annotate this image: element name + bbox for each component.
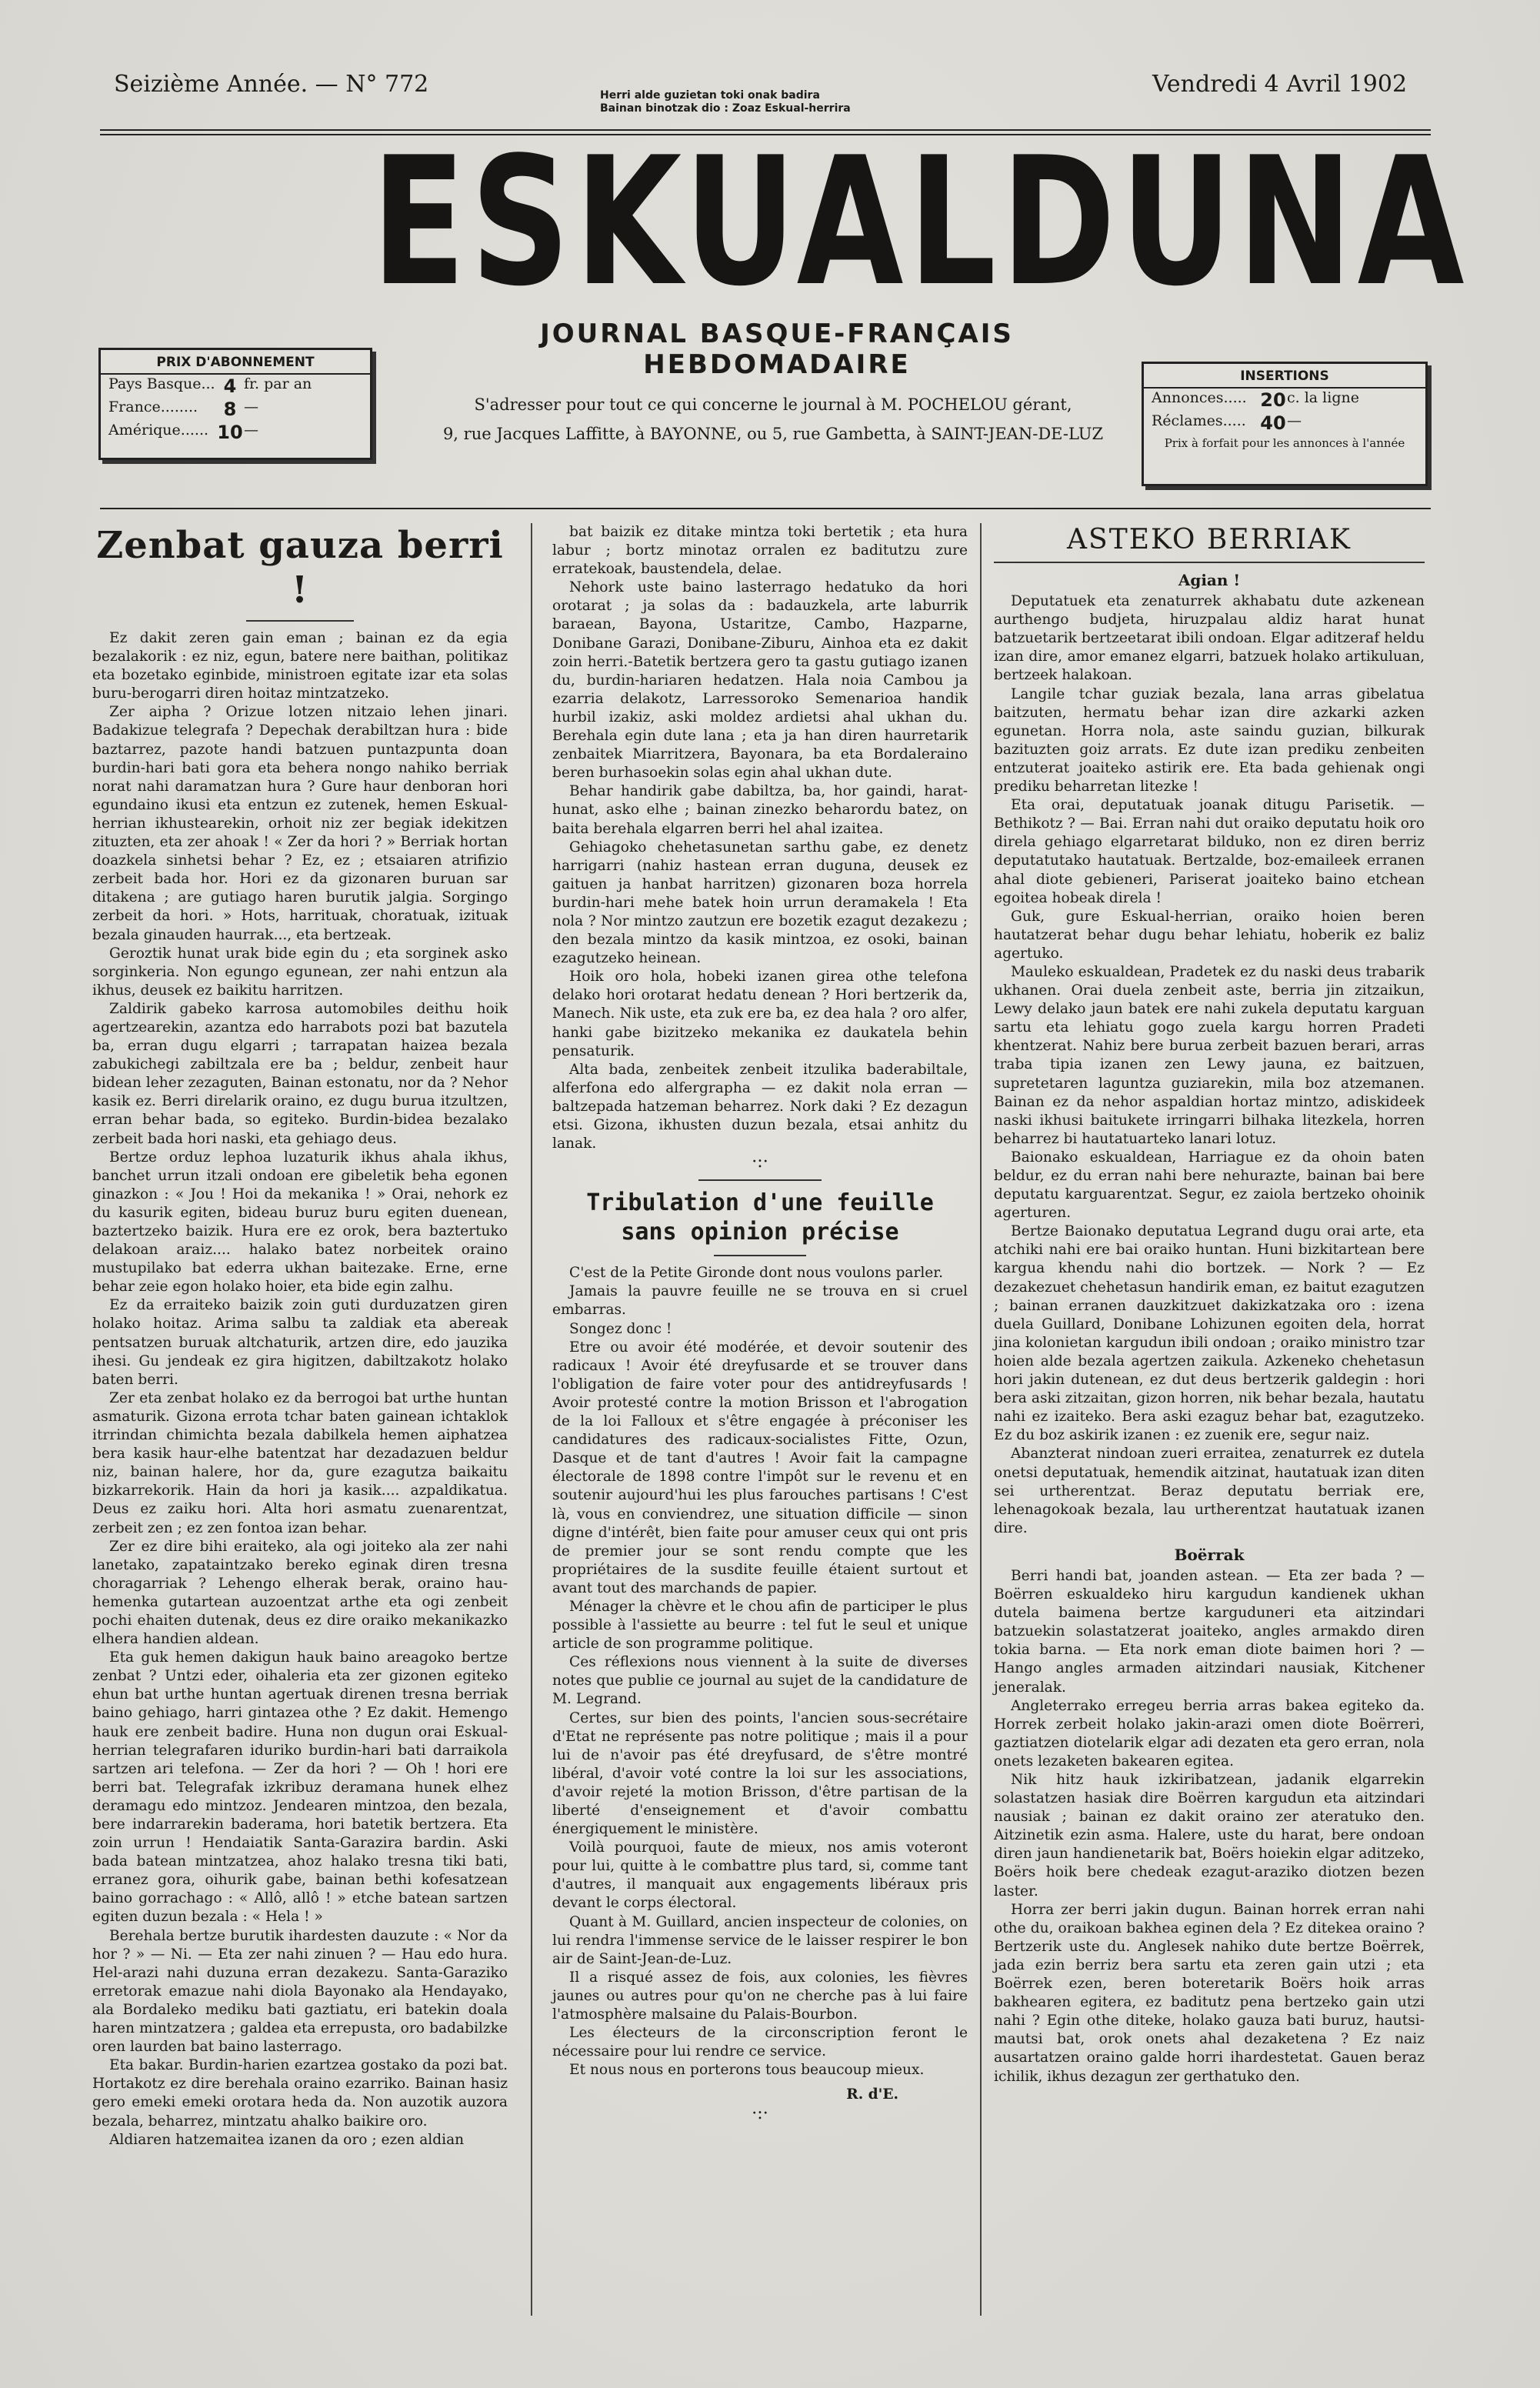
- insertions-box: [1142, 362, 1428, 486]
- rate-name: France........: [108, 399, 198, 415]
- paragraph: Horra zer berri jakin dugun. Bainan horrek erran nahi othe du, oraikoan bakhea eginen dela ? Ez ditekea oraino ? Bertzerik uste du. Anglesek nahiko dute bertze Boërrek, jada ezin berriz bera sartu eta zeren gain utzi ; eta Boërrek ezen, beren boteretarik Boërs hoik arras bakhearen egitera, ez baditutz pena bertzeko gain utzi nahi ? Egin othe diteke, holako gauza bati buruz, hautsi-mautsi bat, orok onets ahal dezaketena ? Ez naiz ausartatzen oraino galde horri ihardestetat. Gauen beraz ichilik, ikhus dezagun zer gerthatuko den.: [994, 1901, 1425, 2085]
- paragraph: Angleterrako erregeu berria arras bakea egiteko da. Horrek zerbeit holako jakin-arazi omen diote Boërreri, gaztiatzen diotelarik elgar adi dezaten eta gero erran, nola onets lezaketen bakearen egitea.: [994, 1697, 1425, 1769]
- section-break: ·:·: [752, 1152, 768, 1172]
- subheading-boerrak: Boërrak: [1174, 1545, 1245, 1564]
- rate-value: 4: [223, 375, 237, 397]
- paragraph: Baionako eskualdean, Harriague ez da ohoin baten beldur, ez du erran nahi bere nehurazte, bainan bai bere deputatu karguarentzat. Segur, ez zaiola bertzeko ohoinik agerturen.: [994, 1149, 1425, 1222]
- article-zenbat-gauza-berri: [92, 523, 508, 2150]
- columns-top-rule: [100, 508, 1431, 509]
- rate-row: [101, 398, 370, 421]
- article-heading: Zenbat gauza berri !: [96, 524, 504, 612]
- end-mark: ·:·: [752, 2103, 768, 2123]
- subscription-box: [98, 348, 372, 460]
- rate-name: Amérique......: [108, 422, 209, 439]
- paragraph: Deputatuek eta zenaturrek akhabatu dute azkenean aurthengo budjeta, hiruzpalau aldiz harat hunat batzuetarik bertzeetarat ibili ondoan. Elgar aditzeraf heldu izan dire, amor emanez elgarri, batzuek holako artikuluan, bertzeek halakoan.: [994, 593, 1425, 684]
- paragraph: Songez donc !: [569, 1320, 672, 1337]
- section-rule: [552, 1179, 968, 1181]
- subheading-agian: Agian !: [1178, 571, 1241, 589]
- paragraph: Mauleko eskualdean, Pradetek ez du naski deus trabarik ukhanen. Orai duela zenbeit aste, berria jin zitzaikun, Lewy delako jaun batek ere nahi zukela deputatu karguan sartu eta lehiatu gogo zuela kargu horren Pradeti khentzerat. Nahiz bere burua zerbeit bazuen berari, arras traba tipia izanen zen Lewy jauna, ez baitzuen, supretetaren laguntza guziarekin, mila boz atzemanen. Bainan ez da nehor aspaldian hortaz mintzo, adiskideek naski ikhusi baitukete irringarri bilhaka litezkela, horren beharrez bi hautatuarteko lanari lotuz.: [994, 963, 1425, 1147]
- asteko-berriak: [994, 523, 1425, 2086]
- paragraph: Jamais la pauvre feuille ne se trouva en si cruel embarras.: [552, 1283, 968, 1319]
- paragraph: Aldiaren hatzemaitea izanen da oro ; ezen aldian: [109, 2131, 465, 2148]
- rate-unit: —: [1287, 412, 1302, 429]
- column-divider: [531, 523, 532, 2316]
- article-heading-tribulation: Tribulation d'une feuille sans opinion précise: [586, 1189, 934, 1246]
- paragraph: Ces réflexions nous viennent à la suite de diverses notes que publie ce journal au sujet de la candidature de M. Legrand.: [552, 1654, 968, 1708]
- motto: [600, 89, 851, 115]
- rate-name: Pays Basque...: [108, 375, 215, 392]
- signature: R. d'E.: [846, 2086, 898, 2103]
- rate-name: Annonces.....: [1152, 389, 1247, 406]
- paragraph: Et nous nous en porterons tous beaucoup mieux.: [569, 2062, 925, 2079]
- rate-name: Réclames.....: [1152, 412, 1246, 429]
- masthead-subtitle: JOURNAL BASQUE-FRANÇAIS HEBDOMADAIRE: [540, 319, 1014, 380]
- rate-unit: c. la ligne: [1287, 389, 1359, 406]
- address-line-1: S'adresser pour tout ce qui concerne le journal à M. POCHELOU gérant,: [474, 395, 1072, 414]
- motto-line-2: Bainan binotzak dio : Zoaz Eskual-herrira: [600, 102, 851, 115]
- rate-unit: fr. par an: [244, 375, 312, 392]
- paragraph: Zer eta zenbat holako ez da berrogoi bat urthe huntan asmaturik. Gizona errota tchar baten gainean ichtaklok itrrindan chimichta bezala dabilkela hemen aiphatzea bera kasik haur-elhe batentzat har dezadazuen beldur niz, bainan halere, hor da, gure ezagutza baikaitu bizkarrekorik. Hain da hori ja kasik.... azpaldikatua. Deus ez zaiku hori. Alta hori asmatu zuenarentzat, zerbeit zen ; ez zen fontoa izan behar.: [92, 1389, 508, 1536]
- paragraph: Berri handi bat, joanden astean. — Eta zer bada ? — Boërren eskualdeko hiru kargudun kandienek ukhan dutela baimena bertze karguduneri eta aitzindari batzuekin solastatzerat joaiteko, angles armakdo diren tokia barna. — Eta nork eman diote baimen hori ? — Hango angles armaden aitzindari nausiak, Kitchener jeneralak.: [994, 1567, 1425, 1696]
- paragraph: Bertze Baionako deputatua Legrand dugu orai arte, eta atchiki nahi ere bai oraiko huntan. Huni bizkitartean bere kargua khendu nahi dio bortzek. — Nork ? — Ez dezakezuet chehetasun handirik eman, ez baitut ezagutzen ; bainan erranen dauzkitzuet dakizkatzaka oro : izena duela Guillard, Donibane Lohizunen egoiten dela, horrat jina kolonietan kargudun ibili ondoan ; oraiko ministro tzar hoien alde bezala agertzen zaikula. Azkeneko chehetasun hori jakin dutenean, ez dut deus bertzerik galdegin : hori bera aski zitzaitan, gizon horren, nik behar bezala, hautatu nahi ez izaiteko. Bera aski ezaguz behar bat, ezagutzeko. Ez du boz askirik izanen : ez zuenik ere, segur naiz.: [994, 1223, 1425, 1444]
- paragraph: Geroztik hunat urak bide egin du ; eta sorginek asko sorginkeria. Non egungo egunean, zer nahi entzun ala ikhus, deusek ez baikitu harritzen.: [92, 945, 508, 999]
- address-line-2: 9, rue Jacques Laffitte, à BAYONNE, ou 5, rue Gambetta, à SAINT-JEAN-DE-LUZ: [442, 425, 1104, 443]
- news-body: [994, 592, 1425, 1538]
- paragraph: Berehala bertze burutik ihardesten dauzute : « Nor da hor ? » — Ni. — Eta zer nahi zinuen ? — Hau edo hura. Hel-arazi nahi duzuna erran dezakezu. Santa-Garaziko erretorak emazue nahi diola Bayonako ala Hendayako, ala Bordaleko mediku bati gaztiatu, eri batekin doala haren mintzatzera ; galdea eta errepusta, oro badabilzke oren laurden bat baino lasterrago.: [92, 1927, 508, 2056]
- paragraph: Zer ez dire bihi eraiteko, ala ogi joiteko ala zer nahi lanetako, zapataintzako bereko eginak diren tresna choragarriak ? Lehengo elherak berak, oraino hau-hemenka gutartean auzoentzat arthe eta ogi zenbeit pochi ehaiten dutenak, deus ez dire oraiko mekanikazko elhera handien aldean.: [92, 1538, 508, 1648]
- motto-line-1: Herri alde guzietan toki onak badira: [600, 89, 820, 102]
- paragraph: Alta bada, zenbeitek zenbeit itzulika baderabiltale, alferfona edo alfergrapha — ez dakit nola erran — baltzepada hatzeman beharrez. Nork daki ? Ez dezagun etsi. Gizona, ikhusten duzun bezala, etsai anhitz du lanak.: [552, 1061, 968, 1152]
- paragraph: Behar handirik gabe dabiltza, ba, hor gaindi, harat-hunat, asko elhe ; bainan zinezko beharordu batez, on baita berehala elgarren berri hel ahal izaitea.: [552, 783, 968, 837]
- column-divider: [980, 523, 982, 2316]
- paragraph: Zaldirik gabeko karrosa automobiles deithu hoik agertzearekin, azantza edo harrabots pozi bat bazutela ba, erran dugu elgarri ; tarrapatan haizea bezala zabukichegi zabiltzala ere ba ; beldur, zenbeit haur bidean leher zezaguten, Bainan estonatu, nor da ? Nehor kasik ez. Berri direlarik oraino, ez dugu burua itzultzen, erran behar bada, so egiteko. Burdin-bidea bezalako zerbeit bada hori naski, eta gehiago deus.: [92, 1000, 508, 1147]
- paragraph: Ez da erraiteko baizik zoin guti durduzatzen giren holako hoitaz. Arima salbu ta zaldiak eta abereak pentsatzen buruak altchaturik, artzen dire, edo jauzika ihesi. Gu jendeak ez gira higitzen, dabiltzakotz holako baten berri.: [92, 1297, 508, 1388]
- article-body: [92, 629, 508, 2150]
- paragraph: Langile tchar guziak bezala, lana arras gibelatua baitzuten, hermatu behar izan dire azkarki azken egunetan. Horra nola, aste saindu guzian, bilkurak bazituzten goiz arrats. Ez dute izan prediku zenbeiten entzuterat joaiteko astirik ere. Eta bada gehienak ongi prediku beharretan litezke !: [994, 685, 1425, 795]
- paragraph: Bertze orduz lephoa luzaturik ikhus ahala ikhus, banchet urrun itzali ondoan ere gibeletik beha egonen ginazkon : « Jou ! Hoi da mekanika ! » Orai, nehork ez du kasurik egiten, bideau buruz buru egiten duenean, baztertzeko baizik. Hura ere ez orok, bera baztertuko delakoan araiz.... halako batez norbeitek oraino mustupilako bat ederra ukhan baitezake. Erne, erne behar zeie egon holako hoier, eta bide egin zalhu.: [92, 1149, 508, 1296]
- article-body: [552, 523, 968, 1153]
- paragraph: C'est de la Petite Gironde dont nous voulons parler.: [569, 1265, 944, 1282]
- paragraph: Nik hitz hauk izkiribatzean, jadanik elgarrekin solastatzen hasiak dire Boërren kargudun eta aitzindari nausiak ; bainan ez dakit oraino zer ateratuko den. Aitzinetik ezin asma. Halere, uste du harat, bere ondoan diren jaun handienetarik bat, Boërs hoiekin elgar aditzeko, Boërs hoik bere chedeak ezagut-araziko diotzen bezen laster.: [994, 1772, 1425, 1899]
- article-continuation: [552, 523, 968, 2123]
- paragraph: Nehork uste baino lasterrago hedatuko da hori orotarat ; ja solas da : badauzkela, arte laburrik baraean, Bayona, Ustaritze, Cambo, Hazparne, Donibane Garazi, Donibane-Ziburu, Ainhoa eta ez dakit zoin herri.-Batetik bertzera gero ta gastu gutiago izanen du, burdin-hariaren hedatzen. Hala noia Cambou ja ezarria delakotz, Larressoroko Semenarioa handik hurbil izakiz, aski moldez ardietsi ahal ukhan du. Berehala egin dute lana ; eta ja han diren haurretarik zenbaitek Miarritzera, Bayonara, ba eta Bordaleraino beren burhasoekin solas egin ahal ukhan dute.: [552, 579, 968, 782]
- paragraph: Guk, gure Eskual-herrian, oraiko hoien beren hautatzerat behar dugu behar lehiatu, hoberik ez baliz agertuko.: [994, 908, 1425, 962]
- rate-unit: —: [244, 422, 258, 439]
- paragraph: Voilà pourquoi, faute de mieux, nos amis voteront pour lui, quitte à le combattre plus tard, si, comme tant d'autres, il manquait aux engagements libéraux pris devant le corps électoral.: [552, 1839, 968, 1912]
- paragraph: Abanzterat nindoan zueri erraitea, zenaturrek ez dutela onetsi deputatuak, hemendik aitzinat, hautatuak izan diten sei urtherentzat. Beraz deputatu berriak ere, lehenagokoak bezala, lau urtherentzat hautatuak izanen dire.: [994, 1446, 1425, 1536]
- paragraph: Il a risqué assez de fois, aux colonies, les fièvres jaunes ou autres pour qu'on ne cherche pas à lui faire l'atmosphère malsaine du Palais-Bourbon.: [552, 1969, 968, 2023]
- paragraph: Gehiagoko chehetasunetan sarthu gabe, ez denetz harrigarri (nahiz hastean erran duguna, deusek ez gaituen ja hanbat harritzen) gizonaren boza horrela burdin-hari mehe batek hoin urrun deramakela ! Eta nola ? Nor mintzo zautzun ere bozetik ezagut dezakezu ; den bezala mintzo da kasik mintzoa, ez osoki, bainan ezagutzeko heinean.: [552, 839, 968, 967]
- subscription-title: PRIX D'ABONNEMENT: [101, 350, 370, 375]
- paragraph: Hoik oro hola, hobeki izanen girea othe telefona delako hori orotarat hedatu denean ? Hori bertzerik da, Manech. Nik uste, eta zuk ere ba, ez dea hala ? oro alfer, hanki gabe bizitzeko mekanika ez daukatela behin pensaturik.: [552, 969, 968, 1059]
- paragraph: Eta orai, deputatuak joanak ditugu Parisetik. — Bethikotz ? — Bai. Erran nahi dut oraiko deputatu hoik oro direla gehiago elgarretarat bilduko, non ez diren berriz deputatutako hautatuak. Bertzalde, boz-emaileek erranen ahal diote gebieneri, Pariserat joaiteko baino etchean egoitea hobeak direla !: [994, 797, 1425, 906]
- rate-value: 40: [1260, 412, 1286, 434]
- paragraph: Zer aipha ? Orizue lotzen nitzaio lehen jinari. Badakizue telegrafa ? Depechak derabiltzan hura : bide baztarrez, pazote handi batzuen puntazpunta doan burdin-hari bati gora eta behera nongo nahiko berriak norat nahi daramatzan hura ? Gure haur denboran hori egundaino ikusi eta entzun ez zutenek, hemen Eskual-herrian ikhustearekin, orhoit niz zer begiak idekitzen zituzten, eta zer ahoak ! « Zer da hori ? » Berriak hortan doazkela sinhetsi behar ? Ez, ez ; etsaiaren atrifizio zerbeit bada hor. Hori ez da gizonaren buruan sar ditakena ; are gutiago haren burutik jalgia. Sorgingo zerbeit da hori. » Hots, harrituak, choratuak, izituak bezala ginauden haurrak..., eta bertzeak.: [92, 704, 508, 943]
- rate-row: [101, 421, 370, 444]
- rate-value: 10: [217, 422, 243, 443]
- masthead-title: ESKUALDUNA: [371, 120, 1469, 325]
- paragraph: Certes, sur bien des points, l'ancien sous-secrétaire d'Etat ne représente pas notre politique ; mais il a pour lui de n'avoir pas été dreyfusard, de s'être montré libéral, d'avoir voté contre la loi sur les associations, d'avoir rejeté la motion Brisson, d'être partisan de la liberté d'enseignement et d'avoir combattu énergiquement le ministère.: [552, 1709, 968, 1838]
- heading-rule: [92, 620, 508, 622]
- issue-number: Seizième Année. — N° 772: [114, 71, 429, 98]
- rate-row: [1144, 412, 1425, 435]
- rate-unit: —: [244, 399, 258, 415]
- section-heading: ASTEKO BERRIAK: [994, 523, 1425, 563]
- insertions-note: Prix à forfait pour les annonces à l'année: [1164, 436, 1405, 450]
- news-body: [994, 1567, 1425, 2086]
- paragraph: Quant à M. Guillard, ancien inspecteur de colonies, on lui rendra l'immense service de le laisser respirer le bon air de Saint-Jean-de-Luz.: [552, 1913, 968, 1967]
- article-body-french: [552, 1264, 968, 2079]
- paragraph: Etre ou avoir été modérée, et devoir soutenir des radicaux ! Avoir été dreyfusarde et se trouver dans l'obligation de faire voter pour des antidreyfusards ! Avoir protesté contre la motion Brisson et l'abrogation de la loi Falloux et s'être engagée à préconiser les candidatures des radicaux-socialistes Fitte, Ozun, Dasque et de tant d'autres ! Avoir fait la campagne électorale de 1898 contre l'impôt sur le revenu et en soutenir aujourd'hui les plus farouches partisans ! C'est là, vous en conviendrez, une situation difficile — sinon digne d'intérêt, bien faite pour amuser ceux qui ont pris de premier jour se sont rendu compte que les propriétaires de la susdite feuille étaient surtout et avant tout des marchands de papier.: [552, 1339, 968, 1596]
- rate-row: [1144, 389, 1425, 412]
- insertions-rates: [1144, 389, 1425, 435]
- paragraph: Ménager la chèvre et le chou afin de participer le plus possible à l'assiette au beurre : tel fut le seul et unique article de son programme politique.: [552, 1598, 968, 1653]
- rate-value: 8: [223, 399, 237, 420]
- insertions-title: INSERTIONS: [1144, 364, 1425, 389]
- subscription-rates: [101, 375, 370, 444]
- issue-date: Vendredi 4 Avril 1902: [1152, 71, 1408, 98]
- paragraph: Eta guk hemen dakigun hauk baino areagoko bertze zenbat ? Untzi eder, oihaleria eta zer gizonen egiteko ehun bat urthe huntan agertuak direnen tresna berriak baino gehiago, harri gintazea othe ? Ez dakit. Hemengo hauk ere zenbeit badire. Huna non dugun orai Eskual-herrian telegrafaren iduriko burdin-hari bati darraikola sartzen ari telefona. — Zer da hori ? — Oh ! hori ere berri bat. Telegrafak izkribuz deramana hunek elhez deramagu edo mintzoz. Jendearen mintzoa, den bezala, bere indarrarekin baderama, hori batetik bertzera. Eta zoin urrun ! Hendaiatik Santa-Garazira bardin. Aski bada batean mintzatzea, ahoz halako tresna tiki bati, erranez gora, oihurik gabe, bainan bethi kofesatzean baino gorrachago : « Allô, allô ! » etche batean sartzen egiten duzun bezala : « Hela ! »: [92, 1649, 508, 1926]
- paragraph: Ez dakit zeren gain eman ; bainan ez da egia bezalakorik : ez niz, egun, batere nere baithan, politikaz eta bozetako eginbide, ministroen egitate izar eta solas buru-berogarri diren hoitaz mintzatzeko.: [92, 630, 508, 702]
- rate-row: [101, 375, 370, 398]
- rate-value: 20: [1260, 389, 1286, 411]
- heading-rule: [552, 1255, 968, 1256]
- paragraph: bat baizik ez ditake mintza toki bertetik ; eta hura labur ; bortz minotaz orralen ez baditutzu zure erratekoak, baustendela, delae.: [552, 524, 968, 578]
- paragraph: Eta bakar. Burdin-harien ezartzea gostako da pozi bat. Hortakotz ez dire berehala oraino ezarriko. Bainan hasiz gero emeki emeki orotara heda da. Non auzotik auzora bezala, beharrez, mintzatu ahalko baikire oro.: [92, 2057, 508, 2130]
- paragraph: Les électeurs de la circonscription feront le nécessaire pour lui rendre ce service.: [552, 2025, 968, 2060]
